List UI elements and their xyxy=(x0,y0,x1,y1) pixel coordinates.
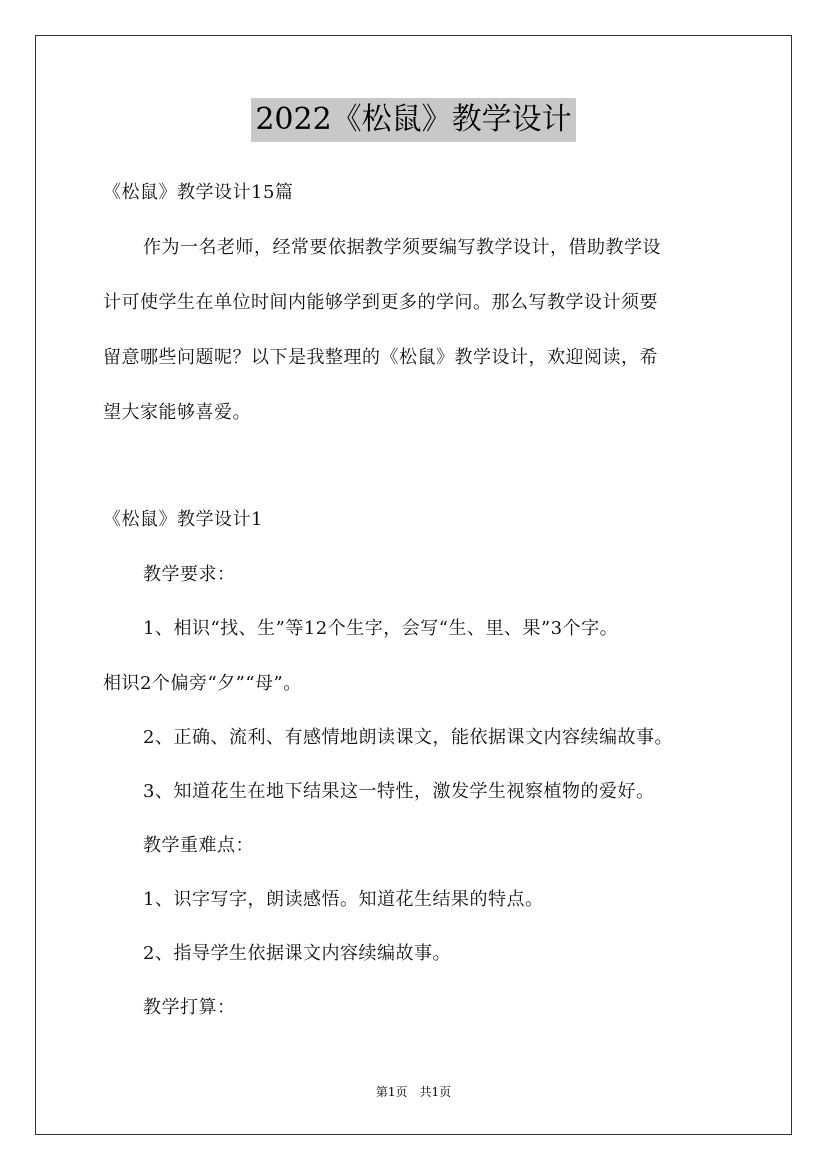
document-subtitle: 《松鼠》教学设计15篇 xyxy=(103,182,294,203)
page-footer: 第1页 共1页 xyxy=(375,1085,452,1099)
requirement-1-line-2: 相识2个偏旁“夕”“母”。 xyxy=(103,673,302,694)
requirement-1-line-1: 1、相识“找、生”等12个生字，会写“生、里、果”3个字。 xyxy=(143,618,619,639)
document-title: 2022《松鼠》教学设计 xyxy=(251,98,575,142)
requirements-label: 教学要求： xyxy=(143,564,236,585)
intro-line-3: 留意哪些问题呢？以下是我整理的《松鼠》教学设计，欢迎阅读，希 xyxy=(103,347,658,368)
intro-line-4: 望大家能够喜爱。 xyxy=(103,402,251,423)
requirement-2: 2、正确、流利、有感情地朗读课文，能依据课文内容续编故事。 xyxy=(143,727,673,748)
key-point-1: 1、识字写字，朗读感悟。知道花生结果的特点。 xyxy=(143,889,544,910)
plan-label: 教学打算： xyxy=(143,997,236,1018)
intro-line-2: 计可使学生在单位时间内能够学到更多的学问。那么写教学设计须要 xyxy=(103,292,658,313)
intro-line-1: 作为一名老师，经常要依据教学须要编写教学设计，借助教学设 xyxy=(143,237,661,258)
requirement-3: 3、知道花生在地下结果这一特性，激发学生视察植物的爱好。 xyxy=(143,781,655,802)
key-point-2: 2、指导学生依据课文内容续编故事。 xyxy=(143,943,451,964)
key-points-label: 教学重难点： xyxy=(143,835,254,856)
section-heading: 《松鼠》教学设计1 xyxy=(103,509,263,530)
title-container xyxy=(0,98,827,142)
